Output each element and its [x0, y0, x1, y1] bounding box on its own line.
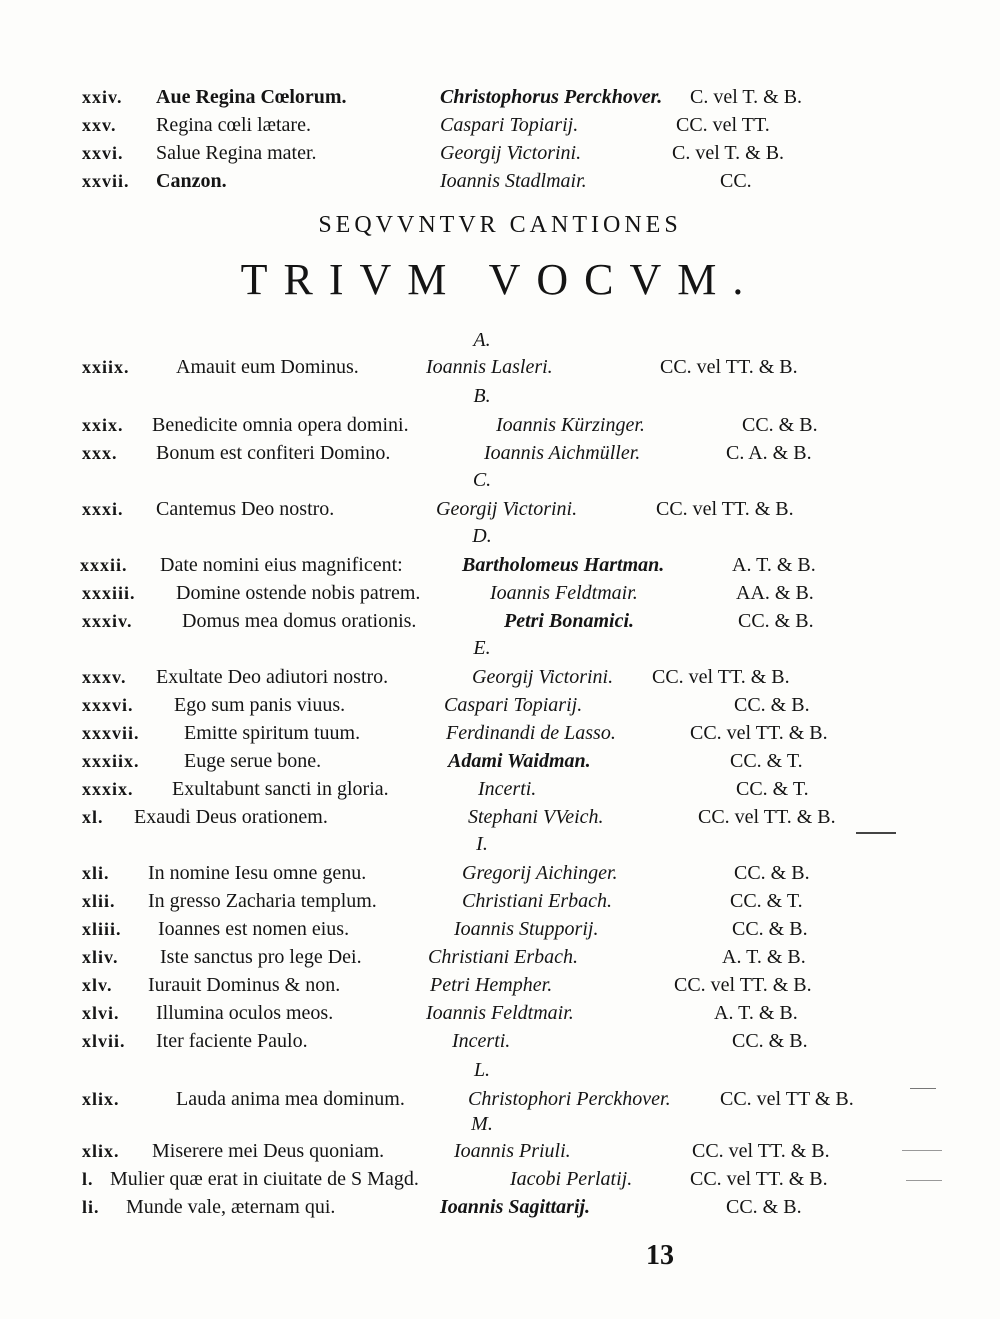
entry-voices: CC. & B.: [726, 1196, 802, 1218]
entry-row: [0, 82, 1000, 112]
entry-number: xxx.: [82, 443, 118, 463]
entry-voices: C. vel T. & B.: [690, 86, 803, 108]
entry-composer: Ioannis Kürzinger.: [496, 414, 645, 436]
entry-row: [0, 1192, 1000, 1222]
alphabet-letter: C.: [472, 469, 492, 491]
entry-row: [0, 438, 1000, 468]
entry-composer: Ioannis Priuli.: [454, 1140, 571, 1162]
entry-number: xlii.: [82, 891, 116, 911]
entry-title: Exaudi Deus orationem.: [134, 806, 328, 828]
entry-row: [0, 718, 1000, 748]
entry-row: [0, 110, 1000, 140]
entry-title: Iste sanctus pro lege Dei.: [160, 946, 362, 968]
entry-number: xxiv.: [82, 87, 123, 107]
entry-number: xxxii.: [80, 555, 128, 575]
alphabet-letter: L.: [473, 1059, 491, 1081]
entry-voices: A. T. & B.: [732, 554, 816, 576]
alphabet-letter: E.: [473, 637, 491, 659]
alphabet-letter: D.: [472, 525, 492, 547]
entry-row: [0, 550, 1000, 580]
entry-number: xxvii.: [82, 171, 130, 191]
entry-row: [0, 1026, 1000, 1056]
entry-voices: CC. & T.: [730, 890, 803, 912]
entry-composer: Caspari Topiarij.: [440, 114, 579, 136]
entry-title: Domine ostende nobis patrem.: [176, 582, 421, 604]
entry-voices: CC. & T.: [736, 778, 809, 800]
entry-title: Emitte spiritum tuum.: [184, 722, 361, 744]
alphabet-letter: I.: [476, 833, 488, 855]
entry-number: xxvi.: [82, 143, 124, 163]
entry-title: Aue Regina Cœlorum.: [156, 86, 347, 108]
entry-number: xxiix.: [82, 357, 130, 377]
entry-number: xlix.: [82, 1089, 120, 1109]
entry-voices: A. T. & B.: [714, 1002, 798, 1024]
entry-title: Miserere mei Deus quoniam.: [152, 1140, 385, 1162]
entry-voices: CC. vel TT. & B.: [692, 1140, 830, 1162]
entry-voices: CC. & B.: [734, 694, 810, 716]
entry-voices: CC. & B.: [742, 414, 818, 436]
entry-title: Canzon.: [156, 170, 227, 192]
entry-row: [0, 858, 1000, 888]
entry-composer: Christiani Erbach.: [462, 890, 613, 912]
entry-number: xlv.: [82, 975, 113, 995]
entry-voices: CC.: [720, 170, 752, 192]
entry-composer: Georgij Victorini.: [472, 666, 614, 688]
entry-number: xli.: [82, 863, 110, 883]
entry-title: In gresso Zacharia templum.: [148, 890, 377, 912]
entry-number: xxxiii.: [82, 583, 136, 603]
entry-title: Date nomini eius magnificent:: [160, 554, 403, 576]
print-mark: [856, 832, 896, 834]
entry-title: Benedicite omnia opera domini.: [152, 414, 409, 436]
entry-title: Iurauit Dominus & non.: [148, 974, 341, 996]
entry-row: [0, 746, 1000, 776]
entry-voices: CC. vel TT. & B.: [690, 722, 828, 744]
entry-number: xliii.: [82, 919, 122, 939]
entry-voices: CC. & B.: [732, 1030, 808, 1052]
entry-row: [0, 166, 1000, 196]
entry-title: Mulier quæ erat in ciuitate de S Magd.: [110, 1168, 419, 1190]
entry-composer: Ioannis Sagittarij.: [440, 1196, 591, 1218]
entry-voices: CC. vel TT. & B.: [698, 806, 836, 828]
entry-title: In nomine Iesu omne genu.: [148, 862, 367, 884]
entry-row: [0, 970, 1000, 1000]
entry-title: Amauit eum Dominus.: [176, 356, 359, 378]
section-title: TRIVM VOCVM.: [240, 255, 760, 304]
entry-row: [0, 774, 1000, 804]
entry-number: xxxvii.: [82, 723, 140, 743]
entry-row: [0, 1136, 1000, 1166]
entry-composer: Ioannis Lasleri.: [426, 356, 553, 378]
entry-voices: C. A. & B.: [726, 442, 812, 464]
entry-title: Ego sum panis viuus.: [174, 694, 346, 716]
entry-voices: A. T. & B.: [722, 946, 806, 968]
entry-composer: Christophorus Perckhover.: [440, 86, 663, 108]
entry-number: xxix.: [82, 415, 124, 435]
entry-composer: Adami Waidman.: [448, 750, 591, 772]
alphabet-letter: M.: [471, 1113, 493, 1135]
entry-title: Iter faciente Paulo.: [156, 1030, 308, 1052]
entry-title: Regina cœli lætare.: [156, 114, 311, 136]
entry-number: xxxiix.: [82, 751, 140, 771]
entry-number: xlvii.: [82, 1031, 126, 1051]
entry-row: [0, 942, 1000, 972]
entry-composer: Ioannis Stadlmair.: [440, 170, 587, 192]
entry-number: xlvi.: [82, 1003, 120, 1023]
entry-title: Ioannes est nomen eius.: [158, 918, 350, 940]
entry-number: xliv.: [82, 947, 119, 967]
entry-voices: CC. & B.: [738, 610, 814, 632]
entry-number: xxxv.: [82, 667, 127, 687]
entry-number: xlix.: [82, 1141, 120, 1161]
entry-voices: CC. vel TT. & B.: [656, 498, 794, 520]
entry-title: Salue Regina mater.: [156, 142, 317, 164]
entry-title: Munde vale, æternam qui.: [126, 1196, 336, 1218]
entry-composer: Petri Bonamici.: [504, 610, 634, 632]
entry-composer: Georgij Victorini.: [436, 498, 578, 520]
entry-row: [0, 690, 1000, 720]
entry-voices: C. vel T. & B.: [672, 142, 785, 164]
entry-row: [0, 578, 1000, 608]
entry-row: [0, 138, 1000, 168]
entry-number: xxxi.: [82, 499, 124, 519]
entry-voices: CC. vel TT. & B.: [660, 356, 798, 378]
entry-voices: CC. vel TT. & B.: [652, 666, 790, 688]
entry-title: Exultate Deo adiutori nostro.: [156, 666, 389, 688]
entry-title: Domus mea domus orationis.: [182, 610, 417, 632]
entry-row: [0, 606, 1000, 636]
entry-number: xxxix.: [82, 779, 134, 799]
entry-voices: AA. & B.: [736, 582, 814, 604]
entry-voices: CC. vel TT. & B.: [674, 974, 812, 996]
entry-row: [0, 802, 1000, 832]
entry-number: xl.: [82, 807, 104, 827]
entry-row: [0, 410, 1000, 440]
entry-composer: Ioannis Aichmüller.: [484, 442, 641, 464]
entry-title: Exultabunt sancti in gloria.: [172, 778, 389, 800]
entry-number: xxxvi.: [82, 695, 134, 715]
entry-composer: Ioannis Feldtmair.: [490, 582, 638, 604]
entry-row: [0, 494, 1000, 524]
entry-composer: Ioannis Feldtmair.: [426, 1002, 574, 1024]
page-number: 13: [646, 1240, 674, 1271]
entry-composer: Gregorij Aichinger.: [462, 862, 618, 884]
entry-row: [0, 662, 1000, 692]
entry-composer: Stephani VVeich.: [468, 806, 604, 828]
entry-title: Lauda anima mea dominum.: [176, 1088, 405, 1110]
print-mark: [910, 1088, 936, 1089]
entry-row: [0, 886, 1000, 916]
entry-composer: Bartholomeus Hartman.: [462, 554, 665, 576]
entry-title: Cantemus Deo nostro.: [156, 498, 335, 520]
entry-composer: Iacobi Perlatij.: [510, 1168, 633, 1190]
entry-number: xxxiv.: [82, 611, 133, 631]
entry-row: [0, 352, 1000, 382]
alphabet-letter: B.: [473, 385, 491, 407]
entry-number: xxv.: [82, 115, 117, 135]
entry-composer: Christophori Perckhover.: [468, 1088, 671, 1110]
entry-voices: CC. vel TT. & B.: [690, 1168, 828, 1190]
entry-title: Illumina oculos meos.: [156, 1002, 334, 1024]
entry-composer: Georgij Victorini.: [440, 142, 582, 164]
entry-row: [0, 1164, 1000, 1194]
alphabet-letter: A.: [473, 329, 491, 351]
entry-number: li.: [82, 1197, 100, 1217]
entry-composer: Incerti.: [478, 778, 537, 800]
print-mark: [902, 1150, 942, 1151]
entry-voices: CC. & B.: [732, 918, 808, 940]
entry-voices: CC. vel TT & B.: [720, 1088, 854, 1110]
entry-composer: Ioannis Stupporij.: [454, 918, 599, 940]
print-mark: [906, 1180, 942, 1181]
entry-composer: Ferdinandi de Lasso.: [446, 722, 616, 744]
entry-composer: Christiani Erbach.: [428, 946, 579, 968]
entry-composer: Caspari Topiarij.: [444, 694, 583, 716]
entry-voices: CC. & B.: [734, 862, 810, 884]
entry-composer: Petri Hempher.: [430, 974, 553, 996]
entry-title: Euge serue bone.: [184, 750, 322, 772]
entry-composer: Incerti.: [452, 1030, 511, 1052]
entry-title: Bonum est confiteri Domino.: [156, 442, 391, 464]
entry-row: [0, 914, 1000, 944]
entry-row: [0, 998, 1000, 1028]
section-heading: SEQVVNTVR CANTIONES: [318, 212, 682, 238]
entry-voices: CC. & T.: [730, 750, 803, 772]
entry-voices: CC. vel TT.: [676, 114, 770, 136]
entry-number: l.: [82, 1169, 94, 1189]
